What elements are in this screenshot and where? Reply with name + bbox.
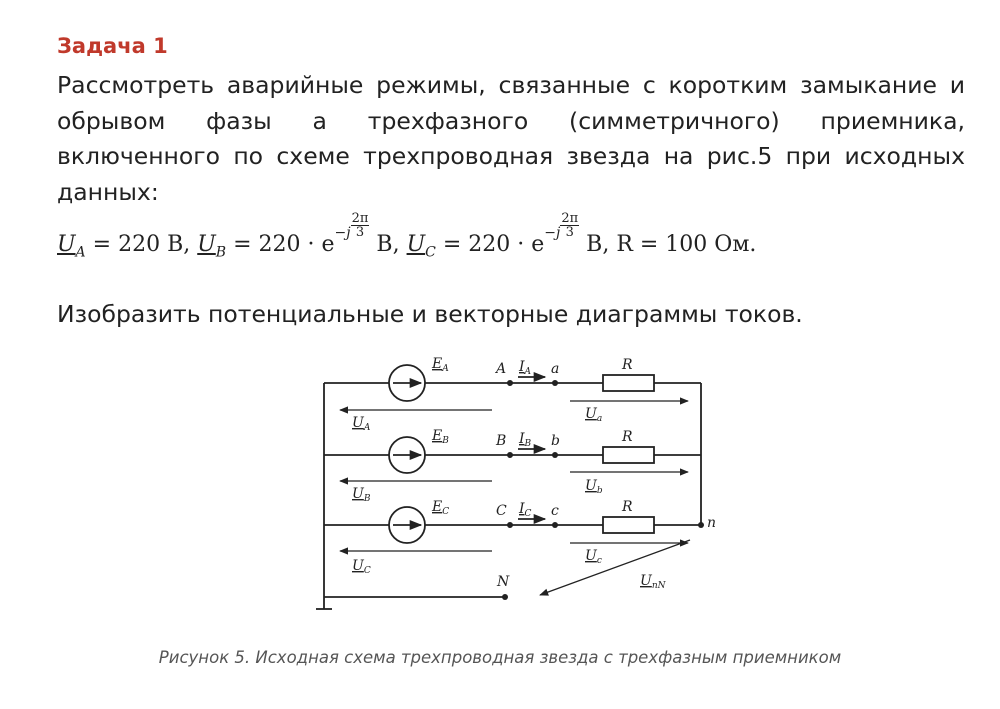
resistor-b-label: R bbox=[622, 429, 633, 445]
node-C-dot bbox=[507, 522, 513, 528]
current-b-label: $I_B$ bbox=[519, 431, 532, 449]
node-c-label: c bbox=[551, 503, 559, 519]
ub-value: = 220 · e bbox=[226, 232, 335, 257]
figure-caption: Рисунок 5. Исходная схема трехпроводная звезда с трехфазным приемником bbox=[158, 648, 842, 667]
uc-exponent: −j bbox=[544, 225, 561, 241]
node-b-label: b bbox=[551, 433, 560, 449]
resistor-b bbox=[603, 447, 654, 463]
node-c-dot bbox=[552, 522, 558, 528]
resistor-c-label: R bbox=[622, 499, 633, 515]
voltage-Uc-label: $U_c$ bbox=[585, 548, 602, 566]
source-b-label: $E_B$ bbox=[432, 428, 449, 446]
voltage-Ua-label: $U_a$ bbox=[585, 406, 603, 424]
voltage-UB-label: $U_B$ bbox=[352, 486, 371, 504]
node-A-label: A bbox=[496, 361, 507, 377]
node-B-dot bbox=[507, 452, 513, 458]
resistor-a-label: R bbox=[622, 357, 633, 373]
source-a-label: $E_A$ bbox=[432, 356, 449, 374]
voltage-UA-label: $U_A$ bbox=[352, 415, 371, 433]
node-n-label: n bbox=[707, 515, 717, 531]
ua-value: = 220 В, bbox=[85, 232, 198, 257]
uc-subscript: C bbox=[425, 244, 436, 261]
ua-symbol: U bbox=[57, 232, 76, 257]
uc-unit: В, bbox=[579, 232, 617, 257]
node-A-dot bbox=[507, 380, 513, 386]
current-a-label: $I_A$ bbox=[519, 359, 532, 377]
voltage-UnN-label: $U_{nN}$ bbox=[640, 573, 666, 591]
task-instruction: Изобразить потенциальные и векторные диаграммы токов. bbox=[57, 300, 803, 328]
ub-denominator: 3 bbox=[355, 225, 365, 240]
task-description: Рассмотреть аварийные режимы, связанные с коротким замыкание и обрывом фазы a трехфазного (симметричного) приемника, включенного по схеме трехпроводная звезда на рис.5 при исходных данных: bbox=[57, 71, 965, 206]
node-N-label: N bbox=[497, 574, 510, 590]
task-title: Задача 1 bbox=[57, 34, 168, 58]
ub-symbol: U bbox=[197, 232, 216, 257]
ub-exponent: −j bbox=[334, 225, 351, 241]
uc-denominator: 3 bbox=[565, 225, 574, 240]
node-B-label: B bbox=[496, 433, 507, 449]
voltage-Ub-label: $U_b$ bbox=[585, 478, 603, 496]
voltage-UC-label: $U_C$ bbox=[352, 558, 371, 576]
ua-subscript: A bbox=[75, 244, 86, 261]
node-a-label: a bbox=[551, 361, 560, 377]
node-a-dot bbox=[552, 380, 558, 386]
ub-unit: В, bbox=[369, 232, 407, 257]
source-c-label: $E_C$ bbox=[432, 499, 450, 517]
uc-symbol: U bbox=[406, 232, 426, 257]
node-n-dot bbox=[698, 522, 704, 528]
resistance-value: R = 100 Ом. bbox=[616, 232, 757, 257]
uc-numerator: 2π bbox=[561, 211, 579, 226]
ub-subscript: B bbox=[215, 244, 227, 261]
voltage-UnN-arrow bbox=[540, 540, 690, 595]
node-b-dot bbox=[552, 452, 558, 458]
resistor-a bbox=[603, 375, 654, 391]
uc-value: = 220 · e bbox=[435, 232, 545, 257]
current-c-label: $I_C$ bbox=[519, 501, 532, 519]
node-N-dot bbox=[502, 594, 508, 600]
ub-numerator: 2π bbox=[351, 211, 369, 226]
resistor-c bbox=[603, 517, 654, 533]
node-C-label: C bbox=[496, 503, 507, 519]
